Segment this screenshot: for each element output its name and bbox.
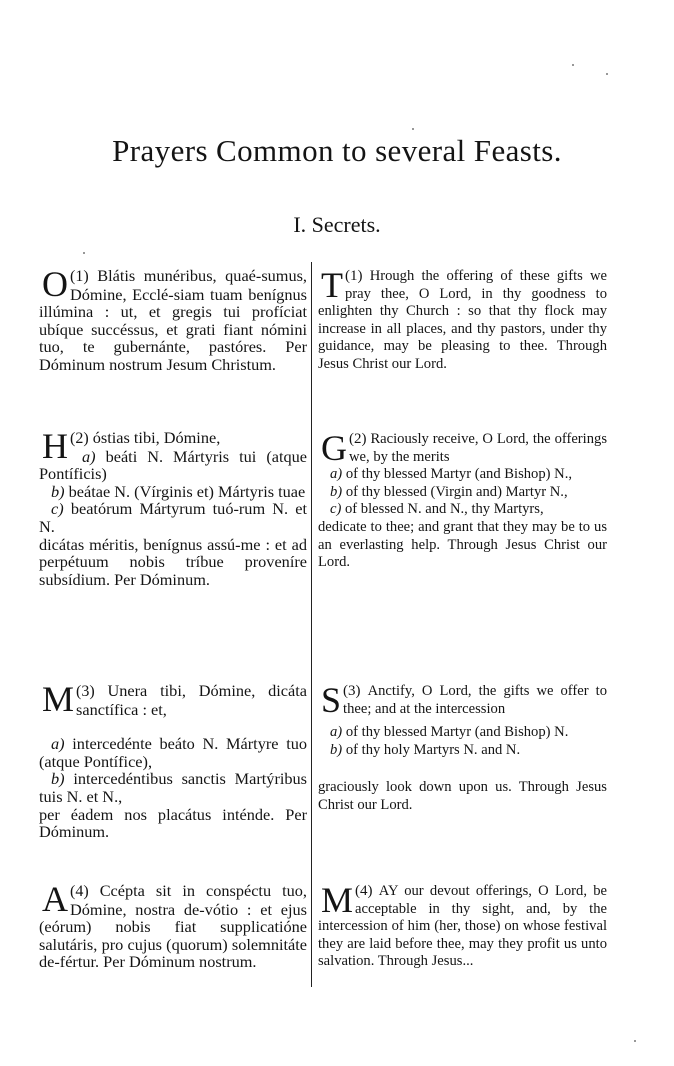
- item-label: a): [330, 724, 343, 741]
- page-title: Prayers Common to several Feasts.: [112, 133, 562, 168]
- prayer-text: AY our devout offerings, O Lord, be acceptable in thy sight, and, by the intercession of him (her, those) on whose festival they are laid before thee, may they profit us unto salvation. Through Jesus...: [318, 883, 607, 970]
- spacer: [39, 718, 307, 735]
- prayer-text: Hrough the offering of these gifts we pray thee, O Lord, in thy goodness to enlighten thy Church : so that thy flock may increase in all places, and thy pastors, under thy guidance, may be pleasing to thee. Through Jesus Christ our Lord.: [318, 268, 607, 372]
- scan-speck: [412, 128, 414, 130]
- item-label: a): [330, 466, 343, 483]
- item-text: intercedéntibus sanctis Martýribus tuis N. et N.,: [39, 769, 308, 806]
- prayer-text: Blátis munéribus, quaé-sumus, Dómine, Ecclé-siam tuam benígnus illúmina : ut, et gregis tui profíciat ubíque succéssus, et grati fiant nómini tuo, te gubernánte, pastóres. Per Dóminum nostrum Jesum Christum.: [39, 266, 308, 374]
- list-item: [39, 770, 307, 805]
- prayer-opening: Anctify, O Lord, the gifts we offer to thee; and at the intercession: [343, 683, 608, 717]
- drop-cap: O: [42, 264, 68, 304]
- item-text: of thy blessed Martyr (and Bishop) N.,: [345, 466, 572, 483]
- drop-cap: M: [321, 880, 354, 920]
- prayer-number: (3): [343, 683, 361, 699]
- list-item: [39, 500, 307, 535]
- drop-cap: H: [42, 426, 68, 466]
- item-label: b): [330, 741, 343, 758]
- prayer-3-latin: [39, 679, 308, 842]
- item-text: of thy holy Martyrs N. and N.: [345, 741, 521, 758]
- prayer-number: (2): [349, 431, 367, 447]
- drop-cap: M: [42, 679, 75, 719]
- item-label: c): [330, 501, 342, 518]
- list-item: [39, 448, 307, 483]
- prayer-text: Ccépta sit in conspéctu tuo, Dómine, nostra de-vótio : et ejus (eórum) nobis fiat supplicatióne salutáris, pro cujus (quorum) solemnitáte de-fértur. Per Dóminum nostrum.: [39, 881, 307, 972]
- item-label: b): [330, 483, 343, 500]
- scan-speck: [634, 1040, 636, 1042]
- prayer-closing: dicátas méritis, benígnus assú-me : et ad perpétuum nobis tríbue proveníre subsídium. Per Dóminum.: [39, 534, 307, 589]
- scan-speck: [572, 64, 574, 66]
- item-label: c): [51, 499, 64, 519]
- scan-speck: [606, 73, 608, 75]
- prayer-3-english: [318, 680, 608, 815]
- prayer-number: (3): [76, 683, 95, 700]
- drop-cap: S: [321, 680, 342, 720]
- prayer-closing: graciously look down upon us. Through Jesus Christ our Lord.: [318, 779, 607, 813]
- drop-cap: T: [321, 265, 343, 305]
- item-text: beatórum Mártyrum tuó-rum N. et N.: [39, 499, 308, 536]
- prayer-opening: Unera tibi, Dómine, dicáta sanctífica : et,: [76, 681, 307, 719]
- item-text: of thy blessed (Virgin and) Martyr N.,: [345, 483, 568, 500]
- item-label: a): [51, 734, 65, 754]
- prayer-2-latin: [39, 426, 308, 589]
- section-title: I. Secrets.: [293, 212, 381, 237]
- scan-speck: [83, 252, 85, 254]
- prayer-number: (4): [355, 883, 373, 899]
- prayer-number: (4): [70, 883, 89, 900]
- prayer-closing: per éadem nos placátus inténde. Per Dóminum.: [39, 804, 307, 842]
- prayer-4-english: [318, 880, 607, 971]
- item-text: of thy blessed Martyr (and Bishop) N.: [345, 724, 569, 741]
- spacer: [318, 759, 607, 779]
- list-item: [318, 484, 607, 502]
- prayer-2-english: [318, 428, 607, 572]
- item-label: b): [51, 769, 65, 789]
- prayer-closing: dedicate to thee; and grant that they may be to us an everlasting help. Through Jesus Christ our Lord.: [318, 518, 607, 571]
- item-text: beátae N. (Vírginis et) Mártyris tuae: [68, 481, 306, 501]
- prayer-opening: óstias tibi, Dómine,: [92, 428, 221, 447]
- prayer-number: (1): [345, 268, 363, 284]
- prayer-number: (2): [70, 430, 89, 447]
- item-label: a): [82, 446, 96, 466]
- list-item: [39, 735, 307, 770]
- list-item: [318, 742, 607, 760]
- item-text: beáti N. Mártyris tui (atque Pontíficis): [39, 446, 308, 484]
- prayer-1-english: [318, 265, 607, 374]
- list-item: [318, 724, 607, 742]
- item-text: intercedénte beáto N. Mártyre tuo (atque Pontífice),: [39, 734, 307, 771]
- drop-cap: G: [321, 428, 347, 468]
- prayer-number: (1): [70, 268, 89, 285]
- item-text: of blessed N. and N., thy Martyrs,: [345, 501, 544, 518]
- prayer-4-latin: [39, 879, 307, 972]
- item-label: b): [51, 481, 65, 501]
- list-item: [318, 501, 607, 519]
- prayer-1-latin: [39, 264, 308, 374]
- drop-cap: A: [42, 879, 68, 919]
- list-item: [39, 483, 307, 501]
- prayer-opening: Raciously receive, O Lord, the offerings we, by the merits: [349, 431, 607, 465]
- column-divider: [311, 262, 312, 987]
- list-item: [318, 466, 607, 484]
